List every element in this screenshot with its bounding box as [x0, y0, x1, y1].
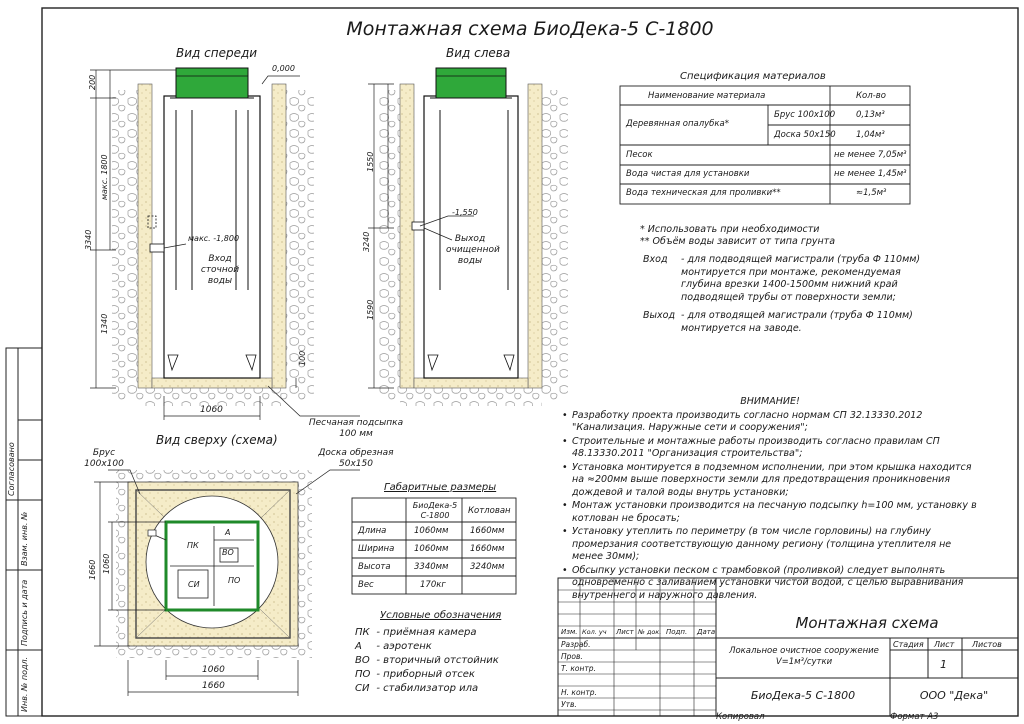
- dims-row-label: Вес: [358, 580, 374, 590]
- side-stamp-sign: Подпись и дата: [20, 579, 29, 646]
- dims-h-pit: Котлован: [468, 506, 511, 516]
- legend-code: ПО: [355, 669, 371, 680]
- front-dim-1340: 1340: [100, 313, 109, 334]
- dims-row-model: 3340мм: [414, 562, 449, 572]
- stamp-stage: Стадия: [893, 640, 924, 649]
- left-view-label: Вид слева: [446, 46, 511, 60]
- zone-vo: ВО: [222, 548, 234, 557]
- warning-item: • Строительные и монтажные работы производить согласно правилам СП 48.13330.2011 "Организация строительства";: [572, 436, 980, 461]
- dims-h-model: БиоДека-5 С-1800: [412, 501, 458, 520]
- front-dim-200: 200: [88, 74, 97, 90]
- io-out-val: - для отводящей магистрали (труба Ф 110мм) монтируется на заводе.: [681, 310, 913, 334]
- top-dim-1060-v: 1060: [102, 553, 111, 574]
- top-dim-1660-h: 1660: [202, 681, 225, 691]
- left-level: -1,550: [452, 208, 478, 217]
- spec-board-qty: 1,04м³: [856, 130, 885, 140]
- zone-a: А: [225, 528, 231, 537]
- stamp-row: Т. контр.: [561, 664, 596, 673]
- footnotes: * Использовать при необходимости ** Объём воды зависит от типа грунта: [640, 224, 836, 247]
- left-sand-right: [528, 84, 542, 388]
- stamp-copied: Копировал: [716, 712, 765, 722]
- top-dim-1660-v: 1660: [88, 559, 97, 580]
- legend-code: ПК: [355, 627, 370, 638]
- stamp-col: № док.: [638, 628, 662, 636]
- spec-sand-qty: не менее 7,05м³: [834, 150, 907, 160]
- left-outlet-label: Выход очищенной воды: [446, 234, 500, 266]
- legend-desc: - аэротенк: [376, 641, 432, 652]
- front-sand-right: [272, 84, 286, 388]
- dims-row-pit: 1660мм: [470, 544, 505, 554]
- front-dim-3340: 3340: [84, 229, 93, 250]
- left-sand-left: [400, 84, 414, 388]
- top-view: [94, 470, 360, 696]
- stamp-format: Формат А3: [890, 712, 939, 722]
- stamp-row: Утв.: [561, 700, 577, 709]
- front-sand-left: [138, 84, 152, 388]
- dims-row-pit: 1660мм: [470, 526, 505, 536]
- dims-row-model: 170кг: [420, 580, 446, 590]
- dims-row-label: Высота: [358, 562, 391, 572]
- stamp-object: Локальное очистное сооружение V=1м³/сутки: [729, 646, 879, 667]
- left-soil-left: [378, 90, 400, 400]
- legend-desc: - приёмная камера: [376, 627, 477, 638]
- stamp-sheet-no: 1: [940, 658, 947, 671]
- dims-row-model: 1060мм: [414, 526, 449, 536]
- spec-beam-qty: 0,13м³: [856, 110, 885, 120]
- left-sand-bottom: [414, 378, 528, 388]
- spec-formwork: Деревянная опалубка*: [626, 119, 730, 129]
- spec-water-tech-qty: ≈1,5м³: [856, 188, 887, 198]
- io-in-val: - для подводящей магистрали (труба Ф 110мм) монтируется при монтаже, рекомендуемая глубина врезки 1400-1500мм нижний край подводящей трубы от поверхности земли;: [681, 254, 921, 303]
- side-stamp-agreed: Согласовано: [7, 442, 16, 496]
- spec-table-grid: [620, 86, 910, 204]
- spec-sand: Песок: [626, 150, 653, 160]
- dims-row-model: 1060мм: [414, 544, 449, 554]
- legend-title: Условные обозначения: [380, 610, 502, 621]
- stamp-col: Лист: [616, 628, 634, 636]
- dims-row-pit: 3240мм: [470, 562, 505, 572]
- legend-code: А: [355, 641, 362, 652]
- zone-si: СИ: [188, 580, 200, 589]
- dims-row-label: Ширина: [358, 544, 395, 554]
- front-sand-bottom: [152, 378, 272, 388]
- warning-block: [560, 396, 980, 603]
- warning-item: • Установка монтируется в подземном исполнении, при этом крышка находится на ≈200мм выше поверхности земли для предотвращения проникновения дождевой и талой воды внутрь установки;: [572, 462, 980, 500]
- zone-pk: ПК: [187, 541, 199, 550]
- left-outlet-stub: [412, 222, 424, 230]
- io-definitions: [640, 254, 930, 335]
- dims-row-label: Длина: [358, 526, 387, 536]
- zone-po: ПО: [228, 576, 241, 585]
- front-dim-100: 100: [298, 350, 307, 366]
- front-max-depth: макс. -1,800: [188, 234, 240, 243]
- front-level-zero: 0,000: [272, 64, 295, 73]
- left-dim-1590: 1590: [366, 299, 375, 320]
- top-view-label: Вид сверху (схема): [156, 433, 278, 447]
- left-lid: [436, 68, 506, 98]
- stamp-company: ООО "Дека": [919, 689, 989, 702]
- spec-water-clean-qty: не менее 1,45м³: [834, 169, 907, 179]
- top-dim-1060-h: 1060: [202, 665, 225, 675]
- spec-board: Доска 50х150: [774, 130, 836, 140]
- board-label: Доска обрезная 50х150: [318, 448, 394, 469]
- front-inlet-stub: [150, 244, 164, 252]
- sand-bed-label: Песчаная подсыпка 100 мм: [308, 418, 404, 439]
- spec-water-tech: Вода техническая для проливки**: [626, 188, 781, 198]
- front-lid: [176, 68, 248, 98]
- front-dim-1060: 1060: [200, 405, 223, 415]
- spec-h-name: Наименование материала: [648, 91, 766, 101]
- legend-list: [352, 626, 502, 696]
- legend-desc: - вторичный отстойник: [376, 655, 499, 666]
- stamp-row: Пров.: [561, 652, 583, 661]
- page-title: Монтажная схема БиоДека-5 С-1800: [346, 18, 714, 40]
- side-stamp-replace: Взам. инв. №: [20, 511, 29, 566]
- warning-item: • Разработку проекта производить согласно нормам СП 32.13330.2012 "Канализация. Наружные сети и сооружения";: [572, 410, 980, 435]
- stamp-product: БиоДека-5 С-1800: [750, 689, 856, 702]
- stamp-doc-title: Монтажная схема: [795, 614, 939, 632]
- front-soil-bottom: [138, 388, 286, 406]
- legend-desc: - приборный отсек: [376, 669, 475, 680]
- spec-water-clean: Вода чистая для установки: [626, 169, 750, 179]
- front-soil-left: [112, 90, 138, 400]
- left-dim-1550: 1550: [366, 151, 375, 172]
- warning-item: • Установку утеплить по периметру (в том числе горловины) на глубину промерзания соответствующую данному региону (толщина утеплителя не менее 30мм);: [572, 526, 980, 564]
- warning-item: • Обсыпку установки песком с трамбовкой (проливкой) следует выполнять одновременно с заливанием установки чистой водой, с целью выравнивания внутреннего и наружного давления.: [572, 565, 980, 603]
- io-in-key: Вход: [643, 254, 668, 265]
- left-soil-bottom: [400, 388, 542, 406]
- warning-title: ВНИМАНИЕ!: [740, 396, 800, 407]
- legend-code: СИ: [355, 683, 370, 694]
- stamp-sheets: Листов: [972, 640, 1002, 649]
- legend-desc: - стабилизатор ила: [376, 683, 479, 694]
- left-soil-right: [542, 90, 568, 400]
- spec-beam: Брус 100х100: [774, 110, 836, 120]
- front-view-label: Вид спереди: [176, 46, 258, 60]
- io-out-key: Выход: [643, 310, 676, 321]
- dims-title: Габаритные размеры: [384, 482, 497, 493]
- stamp-col: Подп.: [666, 628, 688, 636]
- front-dim-max1800: макс. 1800: [100, 154, 109, 200]
- stamp-col: Изм.: [561, 628, 578, 636]
- stamp-col: Кол. уч: [582, 628, 607, 636]
- stamp-row: Разраб.: [561, 640, 591, 649]
- beam-label: Брус 100х100: [84, 448, 124, 469]
- side-stamp-inv: Инв. № подл.: [20, 656, 29, 712]
- legend-code: ВО: [355, 655, 370, 666]
- spec-h-qty: Кол-во: [856, 91, 886, 101]
- front-inlet-label: Вход сточной воды: [200, 254, 240, 286]
- left-dim-3240: 3240: [362, 231, 371, 252]
- stamp-col: Дата: [697, 628, 716, 636]
- warning-item: • Монтаж установки производится на песчаную подсыпку h=100 мм, установку в котлован не бросать;: [572, 500, 980, 525]
- front-view: [90, 68, 314, 420]
- stamp-sheet: Лист: [934, 640, 955, 649]
- spec-title: Спецификация материалов: [680, 71, 826, 82]
- stamp-row: Н. контр.: [561, 688, 597, 697]
